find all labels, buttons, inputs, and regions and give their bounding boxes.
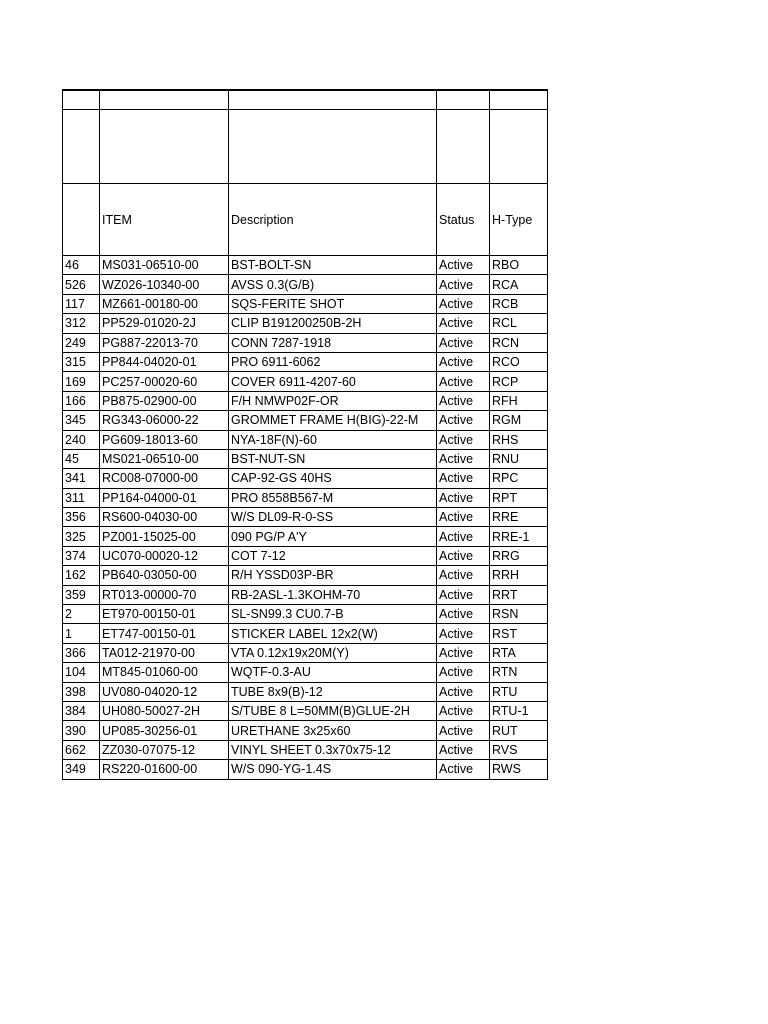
cell-num[interactable]: 117 bbox=[63, 294, 100, 313]
cell-description[interactable]: CAP-92-GS 40HS bbox=[229, 469, 437, 488]
table-row bbox=[63, 256, 548, 275]
cell-num[interactable]: 398 bbox=[63, 682, 100, 701]
cell-status[interactable]: Active bbox=[437, 391, 490, 410]
cell-htype[interactable]: RSN bbox=[490, 605, 548, 624]
cell-num[interactable]: 104 bbox=[63, 663, 100, 682]
cell-item[interactable]: PG887-22013-70 bbox=[100, 333, 229, 352]
table-row bbox=[63, 721, 548, 740]
table-row bbox=[63, 585, 548, 604]
cell-status[interactable]: Active bbox=[437, 294, 490, 313]
table-row bbox=[63, 701, 548, 720]
cell-status[interactable]: Active bbox=[437, 508, 490, 527]
cell-status[interactable]: Active bbox=[437, 721, 490, 740]
empty-cell[interactable] bbox=[100, 90, 229, 110]
cell-num[interactable]: 390 bbox=[63, 721, 100, 740]
cell-htype[interactable]: RTN bbox=[490, 663, 548, 682]
cell-status[interactable]: Active bbox=[437, 372, 490, 391]
cell-htype[interactable]: RUT bbox=[490, 721, 548, 740]
cell-item[interactable]: WZ026-10340-00 bbox=[100, 275, 229, 294]
header-description[interactable]: Description bbox=[229, 184, 437, 256]
cell-num[interactable]: 45 bbox=[63, 449, 100, 468]
cell-htype[interactable]: RCN bbox=[490, 333, 548, 352]
cell-description[interactable]: BST-BOLT-SN bbox=[229, 256, 437, 275]
cell-htype[interactable]: RNU bbox=[490, 449, 548, 468]
cell-item[interactable]: PB875-02900-00 bbox=[100, 391, 229, 410]
cell-description[interactable]: AVSS 0.3(G/B) bbox=[229, 275, 437, 294]
cell-status[interactable]: Active bbox=[437, 411, 490, 430]
empty-cell[interactable] bbox=[63, 110, 100, 184]
table-row bbox=[63, 372, 548, 391]
cell-item[interactable]: UC070-00020-12 bbox=[100, 546, 229, 565]
cell-status[interactable]: Active bbox=[437, 352, 490, 371]
cell-num[interactable]: 356 bbox=[63, 508, 100, 527]
table-row bbox=[63, 546, 548, 565]
cell-item[interactable]: PP844-04020-01 bbox=[100, 352, 229, 371]
cell-description[interactable]: COVER 6911-4207-60 bbox=[229, 372, 437, 391]
cell-description[interactable]: URETHANE 3x25x60 bbox=[229, 721, 437, 740]
table-row bbox=[63, 488, 548, 507]
table-row bbox=[63, 605, 548, 624]
cell-description[interactable]: CONN 7287-1918 bbox=[229, 333, 437, 352]
table-row bbox=[63, 508, 548, 527]
cell-description[interactable]: CLIP B191200250B-2H bbox=[229, 314, 437, 333]
cell-description[interactable]: BST-NUT-SN bbox=[229, 449, 437, 468]
cell-status[interactable]: Active bbox=[437, 760, 490, 779]
empty-cell[interactable] bbox=[437, 110, 490, 184]
cell-htype[interactable]: RRG bbox=[490, 546, 548, 565]
cell-status[interactable]: Active bbox=[437, 430, 490, 449]
cell-item[interactable]: UP085-30256-01 bbox=[100, 721, 229, 740]
cell-description[interactable]: NYA-18F(N)-60 bbox=[229, 430, 437, 449]
cell-item[interactable]: RS600-04030-00 bbox=[100, 508, 229, 527]
table-row bbox=[63, 469, 548, 488]
cell-item[interactable]: PZ001-15025-00 bbox=[100, 527, 229, 546]
empty-cell[interactable] bbox=[229, 90, 437, 110]
cell-htype[interactable]: RGM bbox=[490, 411, 548, 430]
cell-description[interactable]: STICKER LABEL 12x2(W) bbox=[229, 624, 437, 643]
table-row bbox=[63, 760, 548, 779]
cell-num[interactable]: 662 bbox=[63, 740, 100, 759]
cell-num[interactable]: 374 bbox=[63, 546, 100, 565]
cell-htype[interactable]: RRT bbox=[490, 585, 548, 604]
table-row bbox=[63, 294, 548, 313]
cell-htype[interactable]: RCO bbox=[490, 352, 548, 371]
empty-spacer-row bbox=[63, 110, 548, 184]
cell-description[interactable]: TUBE 8x9(B)-12 bbox=[229, 682, 437, 701]
cell-htype[interactable]: RCA bbox=[490, 275, 548, 294]
cell-description[interactable]: WQTF-0.3-AU bbox=[229, 663, 437, 682]
cell-status[interactable]: Active bbox=[437, 449, 490, 468]
cell-item[interactable]: RG343-06000-22 bbox=[100, 411, 229, 430]
cell-htype[interactable]: RTA bbox=[490, 643, 548, 662]
table-row bbox=[63, 449, 548, 468]
cell-status[interactable]: Active bbox=[437, 527, 490, 546]
cell-num[interactable]: 311 bbox=[63, 488, 100, 507]
table-row bbox=[63, 333, 548, 352]
cell-htype[interactable]: RRH bbox=[490, 566, 548, 585]
cell-item[interactable]: MS031-06510-00 bbox=[100, 256, 229, 275]
header-row bbox=[63, 184, 548, 256]
cell-htype[interactable]: RTU-1 bbox=[490, 701, 548, 720]
cell-htype[interactable]: RWS bbox=[490, 760, 548, 779]
cell-status[interactable]: Active bbox=[437, 682, 490, 701]
cell-num[interactable]: 166 bbox=[63, 391, 100, 410]
cell-num[interactable]: 345 bbox=[63, 411, 100, 430]
table-row bbox=[63, 682, 548, 701]
cell-item[interactable]: PG609-18013-60 bbox=[100, 430, 229, 449]
cell-description[interactable]: F/H NMWP02F-OR bbox=[229, 391, 437, 410]
cell-description[interactable]: COT 7-12 bbox=[229, 546, 437, 565]
cell-status[interactable]: Active bbox=[437, 624, 490, 643]
parts-table-body bbox=[63, 90, 548, 779]
table-row bbox=[63, 352, 548, 371]
table-row bbox=[63, 566, 548, 585]
cell-htype[interactable]: RRE-1 bbox=[490, 527, 548, 546]
cell-description[interactable]: PRO 8558B567-M bbox=[229, 488, 437, 507]
cell-status[interactable]: Active bbox=[437, 566, 490, 585]
cell-htype[interactable]: RPC bbox=[490, 469, 548, 488]
table-row bbox=[63, 411, 548, 430]
table-row bbox=[63, 391, 548, 410]
header-status[interactable]: Status bbox=[437, 184, 490, 256]
cell-item[interactable]: MT845-01060-00 bbox=[100, 663, 229, 682]
cell-description[interactable]: 090 PG/P A'Y bbox=[229, 527, 437, 546]
cell-item[interactable]: RC008-07000-00 bbox=[100, 469, 229, 488]
cell-item[interactable]: ET747-00150-01 bbox=[100, 624, 229, 643]
cell-status[interactable]: Active bbox=[437, 740, 490, 759]
cell-status[interactable]: Active bbox=[437, 701, 490, 720]
table-row bbox=[63, 527, 548, 546]
cell-item[interactable]: MS021-06510-00 bbox=[100, 449, 229, 468]
empty-cell[interactable] bbox=[437, 90, 490, 110]
cell-item[interactable]: UH080-50027-2H bbox=[100, 701, 229, 720]
cell-num[interactable]: 359 bbox=[63, 585, 100, 604]
cell-status[interactable]: Active bbox=[437, 663, 490, 682]
cell-item[interactable]: RT013-00000-70 bbox=[100, 585, 229, 604]
cell-description[interactable]: GROMMET FRAME H(BIG)-22-M bbox=[229, 411, 437, 430]
cell-num[interactable]: 249 bbox=[63, 333, 100, 352]
parts-table bbox=[62, 89, 548, 780]
cell-num[interactable]: 162 bbox=[63, 566, 100, 585]
header-item[interactable]: ITEM bbox=[100, 184, 229, 256]
table-row bbox=[63, 314, 548, 333]
cell-num[interactable]: 384 bbox=[63, 701, 100, 720]
cell-item[interactable]: PP164-04000-01 bbox=[100, 488, 229, 507]
cell-htype[interactable]: RST bbox=[490, 624, 548, 643]
empty-cell[interactable] bbox=[100, 110, 229, 184]
cell-htype[interactable]: RFH bbox=[490, 391, 548, 410]
cell-num[interactable]: 366 bbox=[63, 643, 100, 662]
empty-cell[interactable] bbox=[229, 110, 437, 184]
cell-htype[interactable]: RCP bbox=[490, 372, 548, 391]
cell-description[interactable]: SL-SN99.3 CU0.7-B bbox=[229, 605, 437, 624]
cell-item[interactable]: PC257-00020-60 bbox=[100, 372, 229, 391]
cell-status[interactable]: Active bbox=[437, 314, 490, 333]
table-row bbox=[63, 430, 548, 449]
cell-num[interactable]: 1 bbox=[63, 624, 100, 643]
cell-status[interactable]: Active bbox=[437, 256, 490, 275]
cell-description[interactable]: S/TUBE 8 L=50MM(B)GLUE-2H bbox=[229, 701, 437, 720]
cell-num[interactable]: 315 bbox=[63, 352, 100, 371]
cell-htype[interactable]: RCB bbox=[490, 294, 548, 313]
cell-htype[interactable]: RCL bbox=[490, 314, 548, 333]
cell-num[interactable]: 526 bbox=[63, 275, 100, 294]
cell-item[interactable]: ZZ030-07075-12 bbox=[100, 740, 229, 759]
cell-description[interactable]: VTA 0.12x19x20M(Y) bbox=[229, 643, 437, 662]
cell-item[interactable]: TA012-21970-00 bbox=[100, 643, 229, 662]
cell-status[interactable]: Active bbox=[437, 333, 490, 352]
cell-status[interactable]: Active bbox=[437, 643, 490, 662]
cell-htype[interactable]: RHS bbox=[490, 430, 548, 449]
table-row bbox=[63, 663, 548, 682]
table-row bbox=[63, 740, 548, 759]
cell-status[interactable]: Active bbox=[437, 469, 490, 488]
cell-description[interactable]: W/S 090-YG-1.4S bbox=[229, 760, 437, 779]
cell-num[interactable]: 325 bbox=[63, 527, 100, 546]
header-num[interactable] bbox=[63, 184, 100, 256]
table-row bbox=[63, 624, 548, 643]
cell-num[interactable]: 312 bbox=[63, 314, 100, 333]
cell-description[interactable]: R/H YSSD03P-BR bbox=[229, 566, 437, 585]
cell-description[interactable]: RB-2ASL-1.3KOHM-70 bbox=[229, 585, 437, 604]
cell-item[interactable]: RS220-01600-00 bbox=[100, 760, 229, 779]
empty-top-row bbox=[63, 90, 548, 110]
empty-cell[interactable] bbox=[490, 90, 548, 110]
cell-description[interactable]: SQS-FERITE SHOT bbox=[229, 294, 437, 313]
cell-item[interactable]: PB640-03050-00 bbox=[100, 566, 229, 585]
cell-item[interactable]: UV080-04020-12 bbox=[100, 682, 229, 701]
cell-description[interactable]: VINYL SHEET 0.3x70x75-12 bbox=[229, 740, 437, 759]
cell-description[interactable]: PRO 6911-6062 bbox=[229, 352, 437, 371]
cell-status[interactable]: Active bbox=[437, 585, 490, 604]
cell-num[interactable]: 169 bbox=[63, 372, 100, 391]
table-row bbox=[63, 275, 548, 294]
cell-description[interactable]: W/S DL09-R-0-SS bbox=[229, 508, 437, 527]
cell-status[interactable]: Active bbox=[437, 546, 490, 565]
cell-num[interactable]: 2 bbox=[63, 605, 100, 624]
cell-num[interactable]: 240 bbox=[63, 430, 100, 449]
cell-num[interactable]: 349 bbox=[63, 760, 100, 779]
cell-htype[interactable]: RRE bbox=[490, 508, 548, 527]
cell-status[interactable]: Active bbox=[437, 275, 490, 294]
cell-item[interactable]: MZ661-00180-00 bbox=[100, 294, 229, 313]
cell-htype[interactable]: RBO bbox=[490, 256, 548, 275]
cell-item[interactable]: ET970-00150-01 bbox=[100, 605, 229, 624]
cell-item[interactable]: PP529-01020-2J bbox=[100, 314, 229, 333]
cell-htype[interactable]: RVS bbox=[490, 740, 548, 759]
cell-status[interactable]: Active bbox=[437, 488, 490, 507]
cell-status[interactable]: Active bbox=[437, 605, 490, 624]
table-row bbox=[63, 643, 548, 662]
cell-num[interactable]: 46 bbox=[63, 256, 100, 275]
cell-htype[interactable]: RTU bbox=[490, 682, 548, 701]
empty-cell[interactable] bbox=[63, 90, 100, 110]
empty-cell[interactable] bbox=[490, 110, 548, 184]
cell-num[interactable]: 341 bbox=[63, 469, 100, 488]
cell-htype[interactable]: RPT bbox=[490, 488, 548, 507]
header-htype[interactable]: H-Type bbox=[490, 184, 548, 256]
